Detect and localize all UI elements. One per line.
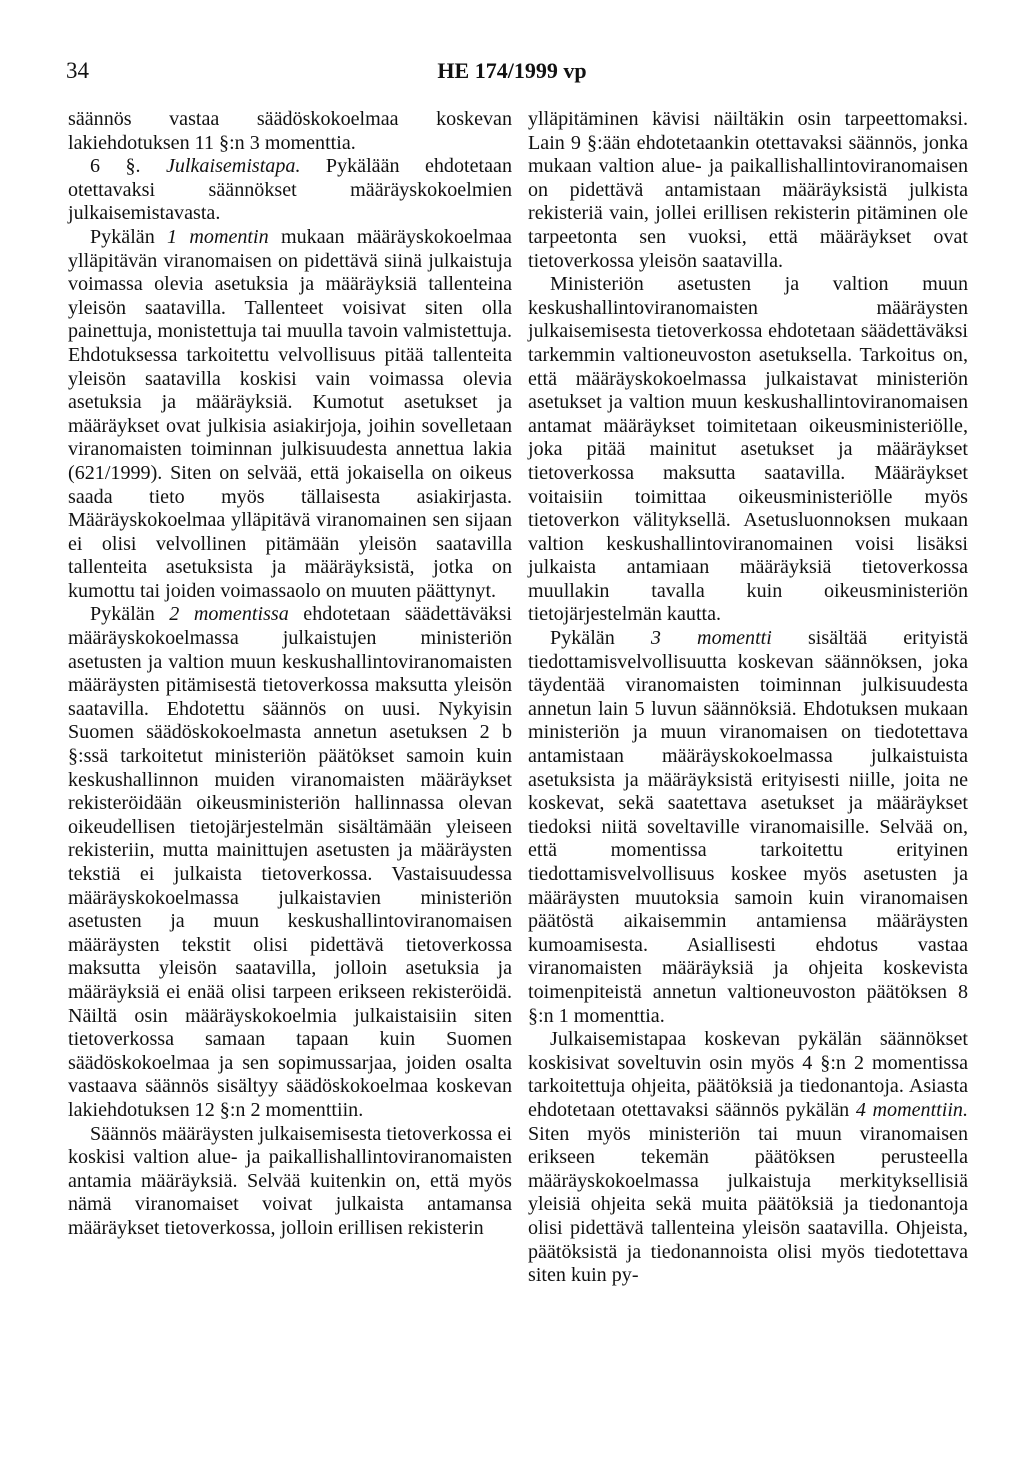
- left-column: [68, 108, 512, 1241]
- paragraph: [68, 603, 512, 1122]
- emphasis: 2 momentissa: [169, 603, 289, 626]
- section-title: Julkaisemistapa.: [165, 155, 301, 178]
- running-head: HE 174/1999 vp: [437, 58, 587, 83]
- paragraph-text: Ministeriön asetusten ja valtion muun keskushallintoviranomaisten määräysten julkaisemisesta tietoverkossa ehdotetaan säädettäväksi tarkemmin valtioneuvoston asetuksella. Tarkoitus on, että määräyskokoelmassa julkaistavat ministeriön asetukset ja valtion muun keskushallintoviranomaisen antamat määräykset toimitetaan oikeusministeriölle, joka pitää mainitut asetukset ja määräykset tietoverkossa maksutta saatavilla. Määräykset voitaisiin toimittaa oikeusministeriölle myös tietoverkon välityksellä. Asetusluonnoksen mukaan valtion keskushallintoviranomainen voisi lisäksi julkaista antamiaan määräyksiä tietoverkossa muullakin tavalla kuin oikeusministeriön tietojärjestelmän kautta.: [528, 273, 968, 626]
- paragraph-text: Pykälän: [90, 225, 168, 248]
- paragraph-text: Pykälään ehdotetaan otettavaksi säännökset määräyskokoelmien julkaisemistavasta.: [68, 155, 512, 225]
- paragraph: [68, 108, 512, 155]
- paragraph-text: Säännös määräysten julkaisemisesta tietoverkossa ei koskisi valtion alue- ja paikallishallintoviranomaisten antamia määräyksiä. Selvää kuitenkin on, että myös nämä viranomaiset voivat julkaista antamansa määräykset tietoverkossa, jolloin erillisen rekisterin: [68, 1122, 512, 1239]
- emphasis: 3 momentti: [650, 627, 772, 650]
- paragraph-text: Pykälän: [550, 627, 651, 650]
- paragraph: [528, 627, 968, 1028]
- emphasis: 1 momentin: [167, 225, 269, 248]
- paragraph: [528, 1028, 968, 1288]
- paragraph-text: säännös vastaa säädöskokoelmaa koskevan lakiehdotuksen 11 §:n 3 momenttia.: [68, 108, 512, 154]
- page-number: 34: [66, 58, 89, 83]
- paragraph: [528, 273, 968, 627]
- paragraph-text: Siten myös ministeriön tai muun viranomaisen erikseen tekemän päätöksen perusteella määräyskokoelmassa julkaistuja merkityksellisiä yleisiä ohjeita sekä muita päätöksiä ja tiedonantoja olisi pidettävä tallenteina yleisön saatavilla. Ohjeista, päätöksistä ja tiedonannoista olisi myös tiedotettava siten kuin py-: [528, 1122, 968, 1287]
- paragraph: [68, 226, 512, 604]
- paragraph: [528, 108, 968, 273]
- paragraph-text: sisältää erityistä tiedottamisvelvollisuutta koskevan säännöksen, joka täydentää viranomaisten toiminnan julkisuudesta annetun lain 5 luvun säännöksiä. Ehdotuksen mukaan ministeriön ja muun viranomaisen on tiedotettava antamistaan määräyskokoelmassa julkaistuista asetuksista ja määräyksistä erityisesti niille, joita ne koskevat, sekä saatettava asetukset ja määräykset tiedoksi niitä soveltaville viranomaisille. Selvää on, että momentissa tarkoitettu erityinen tiedottamisvelvollisuus koskee myös asetusten ja määräysten muutoksia samoin kuin viranomaisen päätöstä aikaisemmin antamiensa määräysten kumoamisesta. Asiallisesti ehdotus vastaa viranomaisten määräyksiä ja ohjeita koskevista toimenpiteistä annetun valtioneuvoston päätöksen 8 §:n 1 momenttia.: [528, 627, 968, 1027]
- section-heading-paragraph: [68, 155, 512, 226]
- paragraph-text: mukaan määräyskokoelmaa ylläpitävän viranomaisen on pidettävä siinä julkaistuja voimassa olevia asetuksia ja määräyksiä tallenteina yleisön saatavilla. Tallenteet voisivat siten olla painettuja, monistettuja tai muulla tavoin valmistettuja. Ehdotuksessa tarkoitettu velvollisuus pitää tallenteita yleisön saatavilla koskisi vain voimassa olevia asetuksia ja määräyksiä. Kumotut asetukset ja määräykset ovat julkisia asiakirjoja, joihin sovelletaan viranomaisten toiminnan julkisuudesta annettua lakia (621/1999). Siten on selvää, että jokaisella on oikeus saada tieto myös tällaisesta asiakirjasta. Määräyskokoelmaa ylläpitävä viranomainen sen sijaan ei olisi velvollinen pitämään yleisön saatavilla tallenteita asetuksista ja määräyksistä, jotka on kumottu tai joiden voimassaolo on muuten päättynyt.: [68, 225, 512, 602]
- paragraph-text: Julkaisemistapaa koskevan pykälän säännökset koskisivat soveltuvin osin myös 4 §:n 2 momentissa tarkoitettuja ohjeita, päätöksiä ja tiedonantoja. Asiasta ehdotetaan otettavaksi säännös pykälän: [528, 1028, 968, 1121]
- right-column: [528, 108, 968, 1288]
- emphasis: 4 momenttiin.: [855, 1098, 968, 1121]
- section-number: 6 §.: [90, 155, 166, 178]
- paragraph-text: ylläpitäminen kävisi näiltäkin osin tarpeettomaksi. Lain 9 §:ään ehdotetaankin otettavaksi säännös, jonka mukaan valtion alue- ja paikallishallintoviranomaisen on pidettävä antamistaan määräyksistä julkista rekisteriä vain, jollei erillisen rekisterin pitäminen ole tarpeetonta sen vuoksi, että määräykset ovat tietoverkossa yleisön saatavilla.: [528, 108, 968, 272]
- paragraph-text: ehdotetaan säädettäväksi määräyskokoelmassa julkaistujen ministeriön asetusten ja valtion muun keskushallintoviranomaisten määräysten pitämisestä tietoverkossa maksutta yleisön saatavilla. Ehdotettu säännös on uusi. Nykyisin Suomen säädöskokoelmasta annetun asetuksen 2 b §:ssä tarkoitetut ministeriön päätökset samoin kuin keskushallinnon muiden viranomaisten määräykset rekisteröidään oikeusministeriön hallinnassa olevan oikeudellisen tietojärjestelmän sisältämään yleiseen rekisteriin, mutta mainittujen asetusten ja määräysten tekstiä ei julkaista tietoverkossa. Vastaisuudessa määräyskokoelmassa julkaistavien ministeriön asetusten ja muun keskushallintoviranomaisen määräysten tekstit olisi pidettävä tietoverkossa maksutta yleisön saatavilla, jolloin asetuksia ja määräyksiä ei enää olisi tarpeen erikseen rekisteröidä. Näiltä osin määräyskokoelmia julkaistaisiin siten tietoverkossa samaan tapaan kuin Suomen säädöskokoelmaa ja sen sopimussarjaa, joiden osalta vastaava säännös sisältyy säädöskokoelmaa koskevan lakiehdotuksen 12 §:n 2 momenttiin.: [68, 603, 512, 1121]
- paragraph: [68, 1123, 512, 1241]
- paragraph-text: Pykälän: [90, 603, 170, 626]
